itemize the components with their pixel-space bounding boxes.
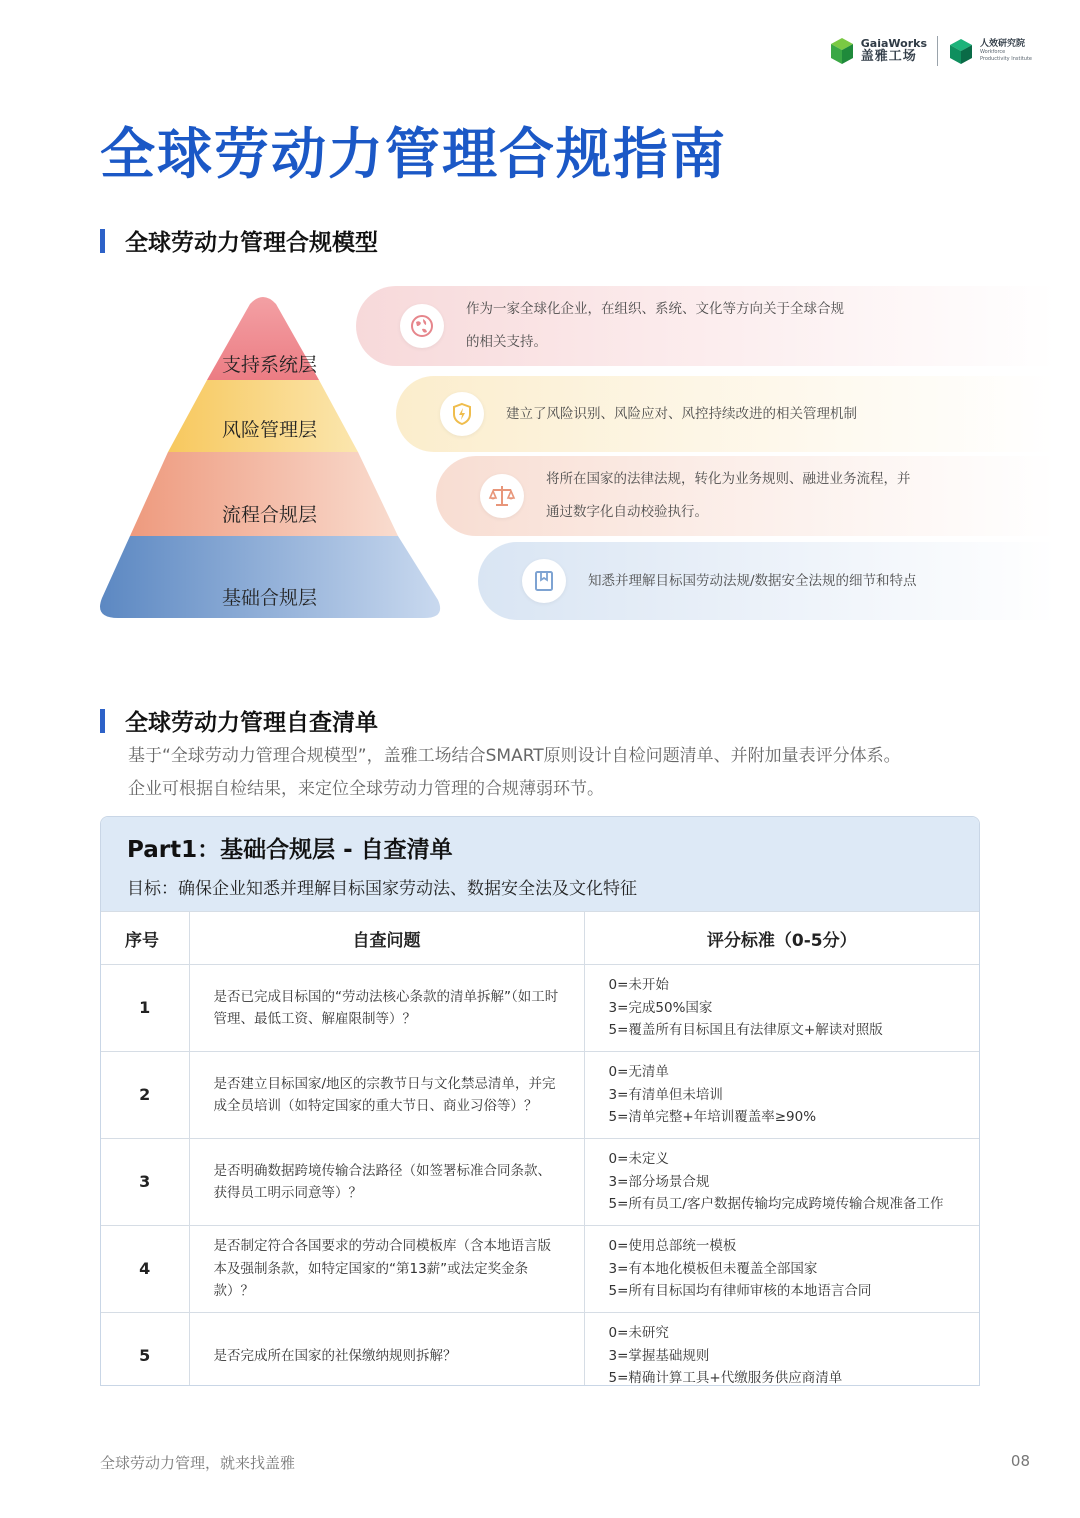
row-scores	[584, 1313, 979, 1387]
intro-line: 基于“全球劳动力管理合规模型”，盖雅工场结合SMART原则设计自检问题清单、并附加量表评分体系。	[128, 746, 901, 766]
gaiaworks-cube-icon	[829, 36, 855, 66]
checklist-card-header	[101, 817, 979, 911]
header-no: 序号	[101, 912, 189, 965]
row-number: 1	[101, 965, 189, 1052]
row-scores	[584, 1139, 979, 1226]
layer-desc-risk	[506, 398, 857, 431]
checklist-card	[100, 816, 980, 1386]
table-row	[101, 1313, 979, 1387]
row-question: 是否制定符合各国要求的劳动合同模板库（含本地语言版本及强制条款，如特定国家的“第13薪”或法定奖金条款）？	[189, 1226, 584, 1313]
row-number: 2	[101, 1052, 189, 1139]
score-line: 0=未研究	[608, 1325, 669, 1342]
footer-slogan: 全球劳动力管理，就来找盖雅	[100, 1454, 296, 1472]
layer-card-support	[356, 286, 1056, 366]
score-line: 3=有本地化模板但未覆盖全部国家	[608, 1260, 818, 1277]
gaiaworks-name-zh: 盖雅工场	[860, 48, 917, 64]
institute-name-en-2: Productivity Institute	[980, 55, 1032, 62]
row-scores	[584, 1226, 979, 1313]
checklist-table	[101, 911, 979, 1386]
desc-line: 将所在国家的法律法规，转化为业务规则、融进业务流程，并	[546, 471, 911, 487]
section-heading-model	[100, 224, 378, 257]
institute-logo	[948, 36, 1032, 66]
row-question: 是否已完成目标国的“劳动法核心条款的清单拆解”（如工时管理、最低工资、解雇限制等）？	[189, 965, 584, 1052]
table-header-row	[101, 912, 979, 965]
row-scores	[584, 1052, 979, 1139]
page-number: 08	[1010, 1452, 1030, 1470]
row-scores	[584, 965, 979, 1052]
layer-desc-process	[546, 463, 911, 529]
row-question: 是否完成所在国家的社保缴纳规则拆解？	[189, 1313, 584, 1387]
section-title: 全球劳动力管理自查清单	[125, 710, 378, 736]
layer-card-process	[436, 456, 1056, 536]
intro-line: 企业可根据自检结果，来定位全球劳动力管理的合规薄弱环节。	[128, 779, 604, 799]
score-line: 5=所有员工/客户数据传输均完成跨境传输合规准备工作	[608, 1196, 944, 1213]
globe-icon	[400, 304, 444, 348]
desc-line: 作为一家全球化企业，在组织、系统、文化等方向关于全球合规	[466, 301, 844, 317]
layer-desc-support	[466, 293, 844, 359]
gaiaworks-name-en: GaiaWorks	[860, 37, 927, 51]
layer-card-base	[478, 542, 1056, 620]
institute-name-en-1: Workforce	[980, 49, 1006, 56]
section-title: 全球劳动力管理合规模型	[125, 230, 378, 256]
score-line: 5=覆盖所有目标国且有法律原文+解读对照版	[608, 1022, 883, 1039]
table-row	[101, 965, 979, 1052]
desc-line: 的相关支持。	[466, 334, 547, 350]
row-question: 是否建立目标国家/地区的宗教节日与文化禁忌清单，并完成全员培训（如特定国家的重大节日、商业习俗等）？	[189, 1052, 584, 1139]
section-marker	[100, 709, 105, 733]
pyramid-label-risk: 风险管理层	[222, 419, 318, 441]
intro-paragraph	[128, 740, 1008, 806]
layer-desc-base	[588, 565, 917, 598]
table-row	[101, 1226, 979, 1313]
score-line: 5=清单完整+年培训覆盖率≥90%	[608, 1109, 817, 1126]
institute-name-zh: 人效研究院	[980, 38, 1026, 49]
score-line: 3=完成50%国家	[608, 999, 713, 1016]
desc-line: 知悉并理解目标国劳动法规/数据安全法规的细节和特点	[588, 572, 917, 589]
checklist-title: Part1：基础合规层 - 自查清单	[127, 837, 453, 863]
table-row	[101, 1052, 979, 1139]
book-icon	[522, 559, 566, 603]
row-number: 4	[101, 1226, 189, 1313]
score-line: 0=无清单	[608, 1064, 669, 1081]
section-heading-checklist	[100, 704, 378, 737]
header-score: 评分标准（0-5分）	[584, 912, 979, 965]
pyramid-label-support: 支持系统层	[222, 354, 318, 376]
institute-cube-icon	[948, 36, 974, 66]
score-line: 0=使用总部统一模板	[608, 1238, 737, 1255]
pyramid-label-base: 基础合规层	[222, 587, 318, 609]
score-line: 3=掌握基础规则	[608, 1347, 710, 1364]
row-question: 是否明确数据跨境传输合法路径（如签署标准合同条款、获得员工明示同意等）？	[189, 1139, 584, 1226]
gaiaworks-logo	[829, 36, 927, 66]
pyramid-label-process: 流程合规层	[222, 504, 318, 526]
score-line: 0=未定义	[608, 1151, 669, 1168]
score-line: 3=部分场景合规	[608, 1173, 710, 1190]
page-title: 全球劳动力管理合规指南	[100, 122, 728, 186]
layer-card-risk	[396, 376, 1056, 452]
desc-line: 通过数字化自动校验执行。	[546, 504, 708, 520]
score-line: 3=有清单但未培训	[608, 1086, 723, 1103]
table-row	[101, 1139, 979, 1226]
header-logos	[829, 36, 1032, 66]
desc-line: 建立了风险识别、风险应对、风控持续改进的相关管理机制	[506, 405, 857, 422]
shield-lightning-icon	[440, 392, 484, 436]
section-marker	[100, 229, 105, 253]
row-number: 5	[101, 1313, 189, 1387]
score-line: 0=未开始	[608, 977, 669, 994]
balance-scale-icon	[480, 474, 524, 518]
checklist-goal: 目标：确保企业知悉并理解目标国家劳动法、数据安全法及文化特征	[127, 879, 637, 899]
row-number: 3	[101, 1139, 189, 1226]
header-question: 自查问题	[189, 912, 584, 965]
logo-divider	[937, 36, 938, 66]
score-line: 5=所有目标国均有律师审核的本地语言合同	[608, 1283, 872, 1300]
score-line: 5=精确计算工具+代缴服务供应商清单	[608, 1370, 843, 1386]
